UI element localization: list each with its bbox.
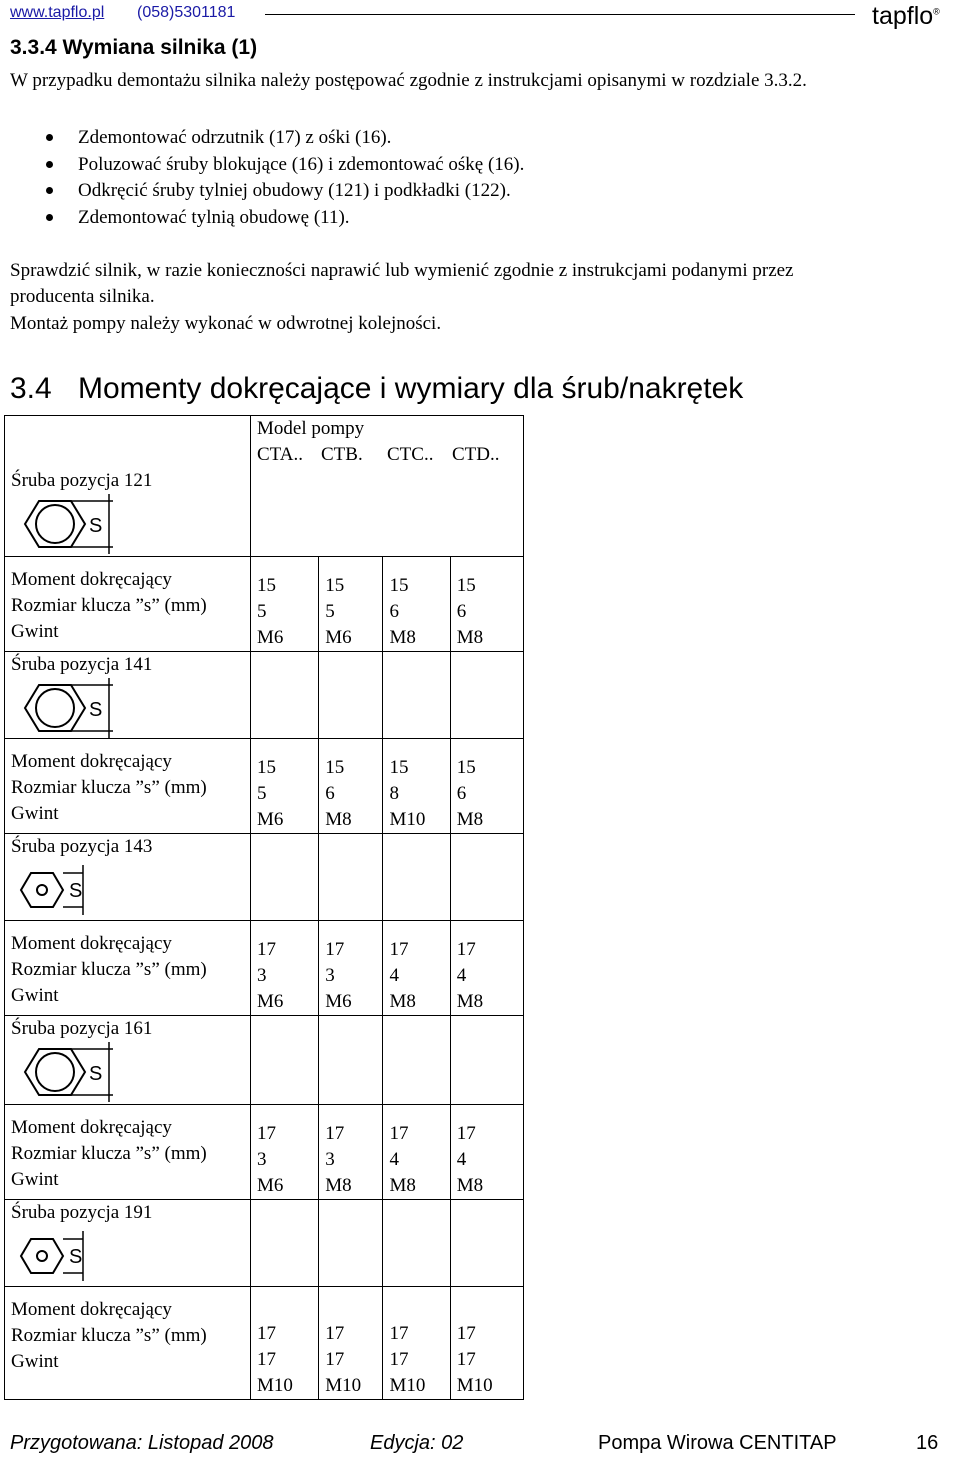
- check-text-cont: producenta silnika.: [10, 286, 155, 307]
- torque-value: 15: [389, 757, 409, 778]
- row-labels-cell: [5, 921, 251, 1016]
- list-item: Zdemontować odrzutnik (17) z ośki (16).: [0, 125, 524, 152]
- wrench-size-value: 4: [389, 965, 399, 986]
- torque-value: 15: [325, 575, 345, 596]
- footer-edition: Edycja: 02: [370, 1432, 464, 1454]
- assembly-text: Montaż pompy należy wykonać w odwrotnej kolejności.: [10, 313, 442, 334]
- torque-value: 17: [325, 1123, 345, 1144]
- torque-value: 17: [257, 1123, 276, 1144]
- row-labels-cell: [5, 557, 251, 652]
- torque-value: 15: [456, 575, 476, 596]
- value-cell: [383, 921, 450, 1016]
- bolt-position-title: Śruba pozycja 191: [11, 1202, 153, 1223]
- wrench-size-value: 6: [456, 783, 467, 804]
- empty-cell: [319, 1016, 383, 1105]
- hex-socket-bolt-icon: [13, 860, 123, 920]
- wrench-size-value: 3: [325, 965, 335, 986]
- website-link[interactable]: www.tapflo.pl: [10, 4, 105, 21]
- thread-value: M6: [257, 991, 284, 1012]
- list-item: Poluzować śruby blokujące (16) i zdemontować ośkę (16).: [0, 152, 524, 179]
- table-row: [5, 1016, 524, 1105]
- thread-label: Gwint: [11, 1351, 59, 1372]
- torque-value: 17: [456, 939, 476, 960]
- torque-value: 15: [389, 575, 409, 596]
- footer-product: Pompa Wirowa CENTITAP: [598, 1432, 837, 1454]
- wrench-size-value: 17: [257, 1349, 276, 1370]
- thread-label: Gwint: [11, 621, 59, 642]
- footer-prepared: Przygotowana: Listopad 2008: [10, 1432, 274, 1454]
- model-name: CTC..: [387, 444, 434, 465]
- torque-value: 17: [325, 1323, 345, 1344]
- value-cell: [450, 921, 523, 1016]
- wrench-size-value: 4: [456, 965, 467, 986]
- torque-label: Moment dokręcający: [11, 569, 172, 590]
- table-row: [5, 1105, 524, 1200]
- empty-cell: [383, 652, 450, 739]
- torque-value: 17: [325, 939, 345, 960]
- empty-cell: [251, 1016, 319, 1105]
- empty-cell: [319, 652, 383, 739]
- wrench-size-label: Rozmiar klucza ”s” (mm): [11, 1325, 207, 1346]
- thread-value: M6: [257, 809, 284, 830]
- wrench-size-value: 6: [325, 783, 335, 804]
- svg-text:S: S: [89, 1063, 103, 1085]
- thread-value: M8: [456, 1175, 484, 1196]
- thread-value: M6: [257, 1175, 284, 1196]
- value-cell: [251, 557, 319, 652]
- thread-value: M6: [325, 991, 352, 1012]
- thread-value: M8: [456, 627, 484, 648]
- empty-cell: [383, 1016, 450, 1105]
- row-labels-cell: [5, 1105, 251, 1200]
- thread-value: M8: [456, 991, 484, 1012]
- svg-text:S: S: [69, 880, 83, 902]
- footer-page-number: 16: [916, 1432, 939, 1454]
- value-cell: [450, 1105, 523, 1200]
- empty-cell: [450, 1016, 523, 1105]
- bolt-position-title: Śruba pozycja 143: [11, 836, 153, 857]
- table-section-heading: 3.4 Momenty dokręcające i wymiary dla śrub/nakrętek: [10, 372, 744, 405]
- thread-value: M6: [257, 627, 284, 648]
- bullet-icon: [46, 161, 53, 168]
- thread-value: M10: [325, 1375, 362, 1396]
- wrench-size-label: Rozmiar klucza ”s” (mm): [11, 777, 207, 798]
- torque-value: 17: [389, 939, 409, 960]
- thread-value: M8: [325, 1175, 352, 1196]
- value-cell: [319, 1105, 383, 1200]
- torque-value: 15: [257, 575, 276, 596]
- wrench-size-value: 4: [389, 1149, 399, 1170]
- bullet-icon: [46, 214, 53, 221]
- row-labels-cell: [5, 739, 251, 834]
- model-name: CTB.: [321, 444, 363, 465]
- steps-list: [0, 125, 524, 231]
- empty-cell: [383, 1200, 450, 1287]
- table-row: [5, 739, 524, 834]
- hex-bolt-icon: [13, 678, 123, 738]
- torque-value: 17: [389, 1323, 409, 1344]
- phone-number: (058)5301181: [137, 4, 236, 21]
- value-cell: [319, 1287, 383, 1400]
- empty-cell: [319, 834, 383, 921]
- bullet-icon: [46, 187, 53, 194]
- value-cell: [319, 557, 383, 652]
- torque-value: 17: [257, 939, 276, 960]
- torque-value: 15: [456, 757, 476, 778]
- wrench-size-value: 5: [325, 601, 335, 622]
- empty-cell: [450, 1200, 523, 1287]
- bolt-position-title: Śruba pozycja 141: [11, 654, 153, 675]
- thread-value: M8: [325, 809, 352, 830]
- torque-value: 17: [456, 1323, 476, 1344]
- thread-value: M8: [456, 809, 484, 830]
- torque-table: [4, 415, 524, 1400]
- bullet-icon: [46, 134, 53, 141]
- hex-bolt-icon: [13, 1042, 123, 1102]
- thread-value: M8: [389, 991, 416, 1012]
- table-row: [5, 652, 524, 739]
- wrench-size-value: 5: [257, 601, 267, 622]
- bolt-cell: [5, 1016, 251, 1105]
- table-row: [5, 557, 524, 652]
- wrench-size-value: 17: [389, 1349, 409, 1370]
- table-row: [5, 834, 524, 921]
- empty-cell: [319, 1200, 383, 1287]
- wrench-size-value: 5: [257, 783, 267, 804]
- row-labels-cell: [5, 1287, 251, 1400]
- hex-bolt-icon: [13, 494, 123, 554]
- model-name: CTD..: [452, 444, 500, 465]
- torque-label: Moment dokręcający: [11, 751, 172, 772]
- bolt-position-title: Śruba pozycja 161: [11, 1018, 153, 1039]
- hex-socket-bolt-icon: [13, 1226, 123, 1286]
- bolt-position-title: Śruba pozycja 121: [11, 470, 153, 491]
- empty-cell: [450, 834, 523, 921]
- thread-label: Gwint: [11, 1169, 59, 1190]
- value-cell: [450, 739, 523, 834]
- torque-label: Moment dokręcający: [11, 933, 172, 954]
- value-cell: [450, 557, 523, 652]
- wrench-size-value: 3: [257, 965, 267, 986]
- bolt-cell: [5, 1200, 251, 1287]
- check-text: Sprawdzić silnik, w razie konieczności naprawić lub wymienić zgodnie z instrukcjami podanymi przez: [10, 260, 794, 281]
- value-cell: [319, 921, 383, 1016]
- value-cell: [251, 921, 319, 1016]
- thread-value: M10: [456, 1375, 493, 1396]
- wrench-size-value: 8: [389, 783, 399, 804]
- value-cell: [383, 1287, 450, 1400]
- value-cell: [383, 739, 450, 834]
- wrench-size-label: Rozmiar klucza ”s” (mm): [11, 1143, 207, 1164]
- value-cell: [450, 1287, 523, 1400]
- empty-cell: [251, 652, 319, 739]
- torque-value: 17: [389, 1123, 409, 1144]
- bolt-cell: [5, 416, 251, 557]
- value-cell: [251, 739, 319, 834]
- torque-value: 17: [456, 1123, 476, 1144]
- list-item: Zdemontować tylnią obudowę (11).: [0, 205, 524, 232]
- model-name: CTA..: [257, 444, 303, 465]
- wrench-size-value: 6: [389, 601, 399, 622]
- svg-text:S: S: [69, 1246, 83, 1268]
- thread-value: M8: [389, 1175, 416, 1196]
- wrench-size-label: Rozmiar klucza ”s” (mm): [11, 595, 207, 616]
- bolt-cell: [5, 652, 251, 739]
- thread-label: Gwint: [11, 985, 59, 1006]
- wrench-size-label: Rozmiar klucza ”s” (mm): [11, 959, 207, 980]
- thread-value: M6: [325, 627, 352, 648]
- torque-value: 17: [257, 1323, 276, 1344]
- value-cell: [251, 1287, 319, 1400]
- empty-cell: [251, 1200, 319, 1287]
- list-item: Odkręcić śruby tylniej obudowy (121) i podkładki (122).: [0, 178, 524, 205]
- header-rule: [265, 14, 855, 15]
- table-row: [5, 921, 524, 1016]
- value-cell: [251, 1105, 319, 1200]
- tapflo-logo: tapflo®: [872, 2, 940, 30]
- wrench-size-value: 6: [456, 601, 467, 622]
- thread-value: M10: [389, 809, 426, 830]
- model-list: [251, 442, 523, 468]
- empty-cell: [251, 834, 319, 921]
- empty-cell: [450, 652, 523, 739]
- wrench-size-value: 17: [325, 1349, 345, 1370]
- wrench-size-value: 3: [325, 1149, 335, 1170]
- value-cell: [383, 1105, 450, 1200]
- torque-label: Moment dokręcający: [11, 1299, 172, 1320]
- table-row: [5, 1200, 524, 1287]
- model-header-cell: [251, 416, 524, 557]
- torque-label: Moment dokręcający: [11, 1117, 172, 1138]
- intro-text: W przypadku demontażu silnika należy postępować zgodnie z instrukcjami opisanymi w rozdziale 3.3.2.: [10, 70, 807, 91]
- thread-label: Gwint: [11, 803, 59, 824]
- section-title: 3.3.4 Wymiana silnika (1): [10, 36, 258, 59]
- model-label: Model pompy: [257, 418, 365, 439]
- svg-text:S: S: [89, 515, 103, 537]
- bolt-cell: [5, 834, 251, 921]
- svg-text:S: S: [89, 699, 103, 721]
- thread-value: M10: [257, 1375, 293, 1396]
- table-row: [5, 416, 524, 557]
- table-row: [5, 1287, 524, 1400]
- value-cell: [383, 557, 450, 652]
- torque-value: 15: [325, 757, 345, 778]
- empty-cell: [383, 834, 450, 921]
- value-cell: [319, 739, 383, 834]
- wrench-size-value: 4: [456, 1149, 467, 1170]
- thread-value: M10: [389, 1375, 426, 1396]
- wrench-size-value: 17: [456, 1349, 476, 1370]
- wrench-size-value: 3: [257, 1149, 267, 1170]
- torque-value: 15: [257, 757, 276, 778]
- thread-value: M8: [389, 627, 416, 648]
